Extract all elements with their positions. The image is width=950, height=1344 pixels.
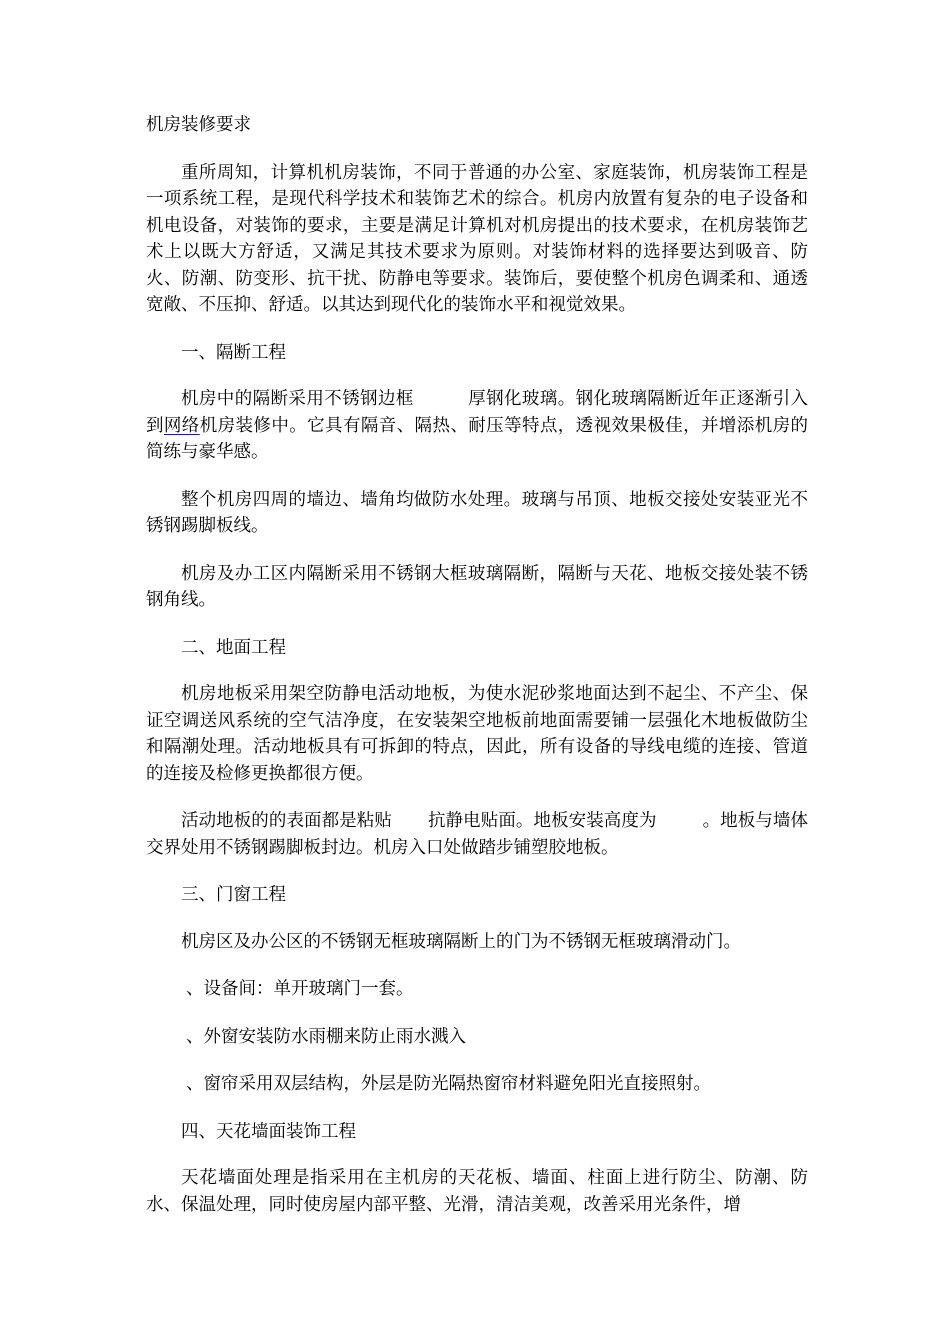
doors-paragraph-1: 机房区及办公区的不锈钢无框玻璃隔断上的门为不锈钢无框玻璃滑动门。 xyxy=(181,931,741,952)
floor-text-3: 。地板与墙体交界处用不锈钢踢脚板封边。机房入口处做踏步铺塑胶地板。 xyxy=(146,811,808,858)
network-link[interactable]: 网络 xyxy=(163,415,200,436)
document-title: 机房装修要求 xyxy=(146,115,251,135)
ceiling-paragraph-1: 天花墙面处理是指采用在主机房的天花板、墙面、柱面上进行防尘、防潮、防水、保温处理，同时使房屋内部平整、光滑，清洁美观，改善采用光条件，增 xyxy=(146,1168,808,1215)
floor-paragraph-2 xyxy=(146,808,808,861)
floor-text-2: 抗静电贴面。地板安装高度为 xyxy=(427,811,657,831)
doors-list-item-1: 、设备间：单开玻璃门一套。 xyxy=(186,979,414,999)
partition-text-3: 机房装修中。它具有隔音、隔热、耐压等特点，透视效果极佳，并增添机房的简练与豪华感。 xyxy=(146,415,809,462)
partition-text-1: 机房中的隔断采用不锈钢边框 xyxy=(181,389,414,409)
intro-paragraph: 重所周知，计算机机房装饰，不同于普通的办公室、家庭装饰，机房装饰工程是一项系统工程，是现代科学技术和装饰艺术的综合。机房内放置有复杂的电子设备和机电设备，对装饰的要求，主要是满足计算机对机房提出的技术要求，在机房装饰艺术上以既大方舒适，又满足其技术要求为原则。对装饰材料的选择要达到吸音、防火、防潮、防变形、抗干扰、防静电等要求。装饰后，要使整个机房色调柔和、通透宽敞、不压抑、舒适。以其达到现代化的装饰水平和视觉效果。 xyxy=(146,162,808,315)
partition-paragraph-3: 机房及办工区内隔断采用不锈钢大框玻璃隔断，隔断与天花、地板交接处装不锈钢角线。 xyxy=(146,563,808,610)
partition-paragraph-2: 整个机房四周的墙边、墙角均做防水处理。玻璃与吊顶、地板交接处安装亚光不锈钢踢脚板线。 xyxy=(146,489,808,536)
floor-paragraph-1: 机房地板采用架空防静电活动地板，为使水泥砂浆地面达到不起尘、不产尘、保证空调送风系统的空气洁净度，在安装架空地板前地面需要铺一层强化木地板做防尘和隔潮处理。活动地板具有可拆卸的特点，因此，所有设备的导线电缆的连接、管道的连接及检修更换都很方便。 xyxy=(146,684,808,784)
section-heading-partition: 一、隔断工程 xyxy=(181,342,286,363)
section-heading-doors-windows: 三、门窗工程 xyxy=(181,885,286,905)
doors-list-item-3: 、窗帘采用双层结构，外层是防光隔热窗帘材料避免阳光直接照射。 xyxy=(186,1074,711,1094)
partition-paragraph-1 xyxy=(146,386,808,466)
doors-list-item-2: 、外窗安装防水雨棚来防止雨水溅入 xyxy=(186,1026,466,1047)
floor-text-1: 活动地板的的表面都是粘贴 xyxy=(181,811,392,831)
document-body xyxy=(146,112,808,1239)
section-heading-floor: 二、地面工程 xyxy=(181,637,286,658)
section-heading-ceiling-wall: 四、天花墙面装饰工程 xyxy=(181,1121,356,1142)
partition-text-2: 厚钢化玻璃。钢化玻璃隔断近年正逐渐引入到 xyxy=(146,389,808,436)
